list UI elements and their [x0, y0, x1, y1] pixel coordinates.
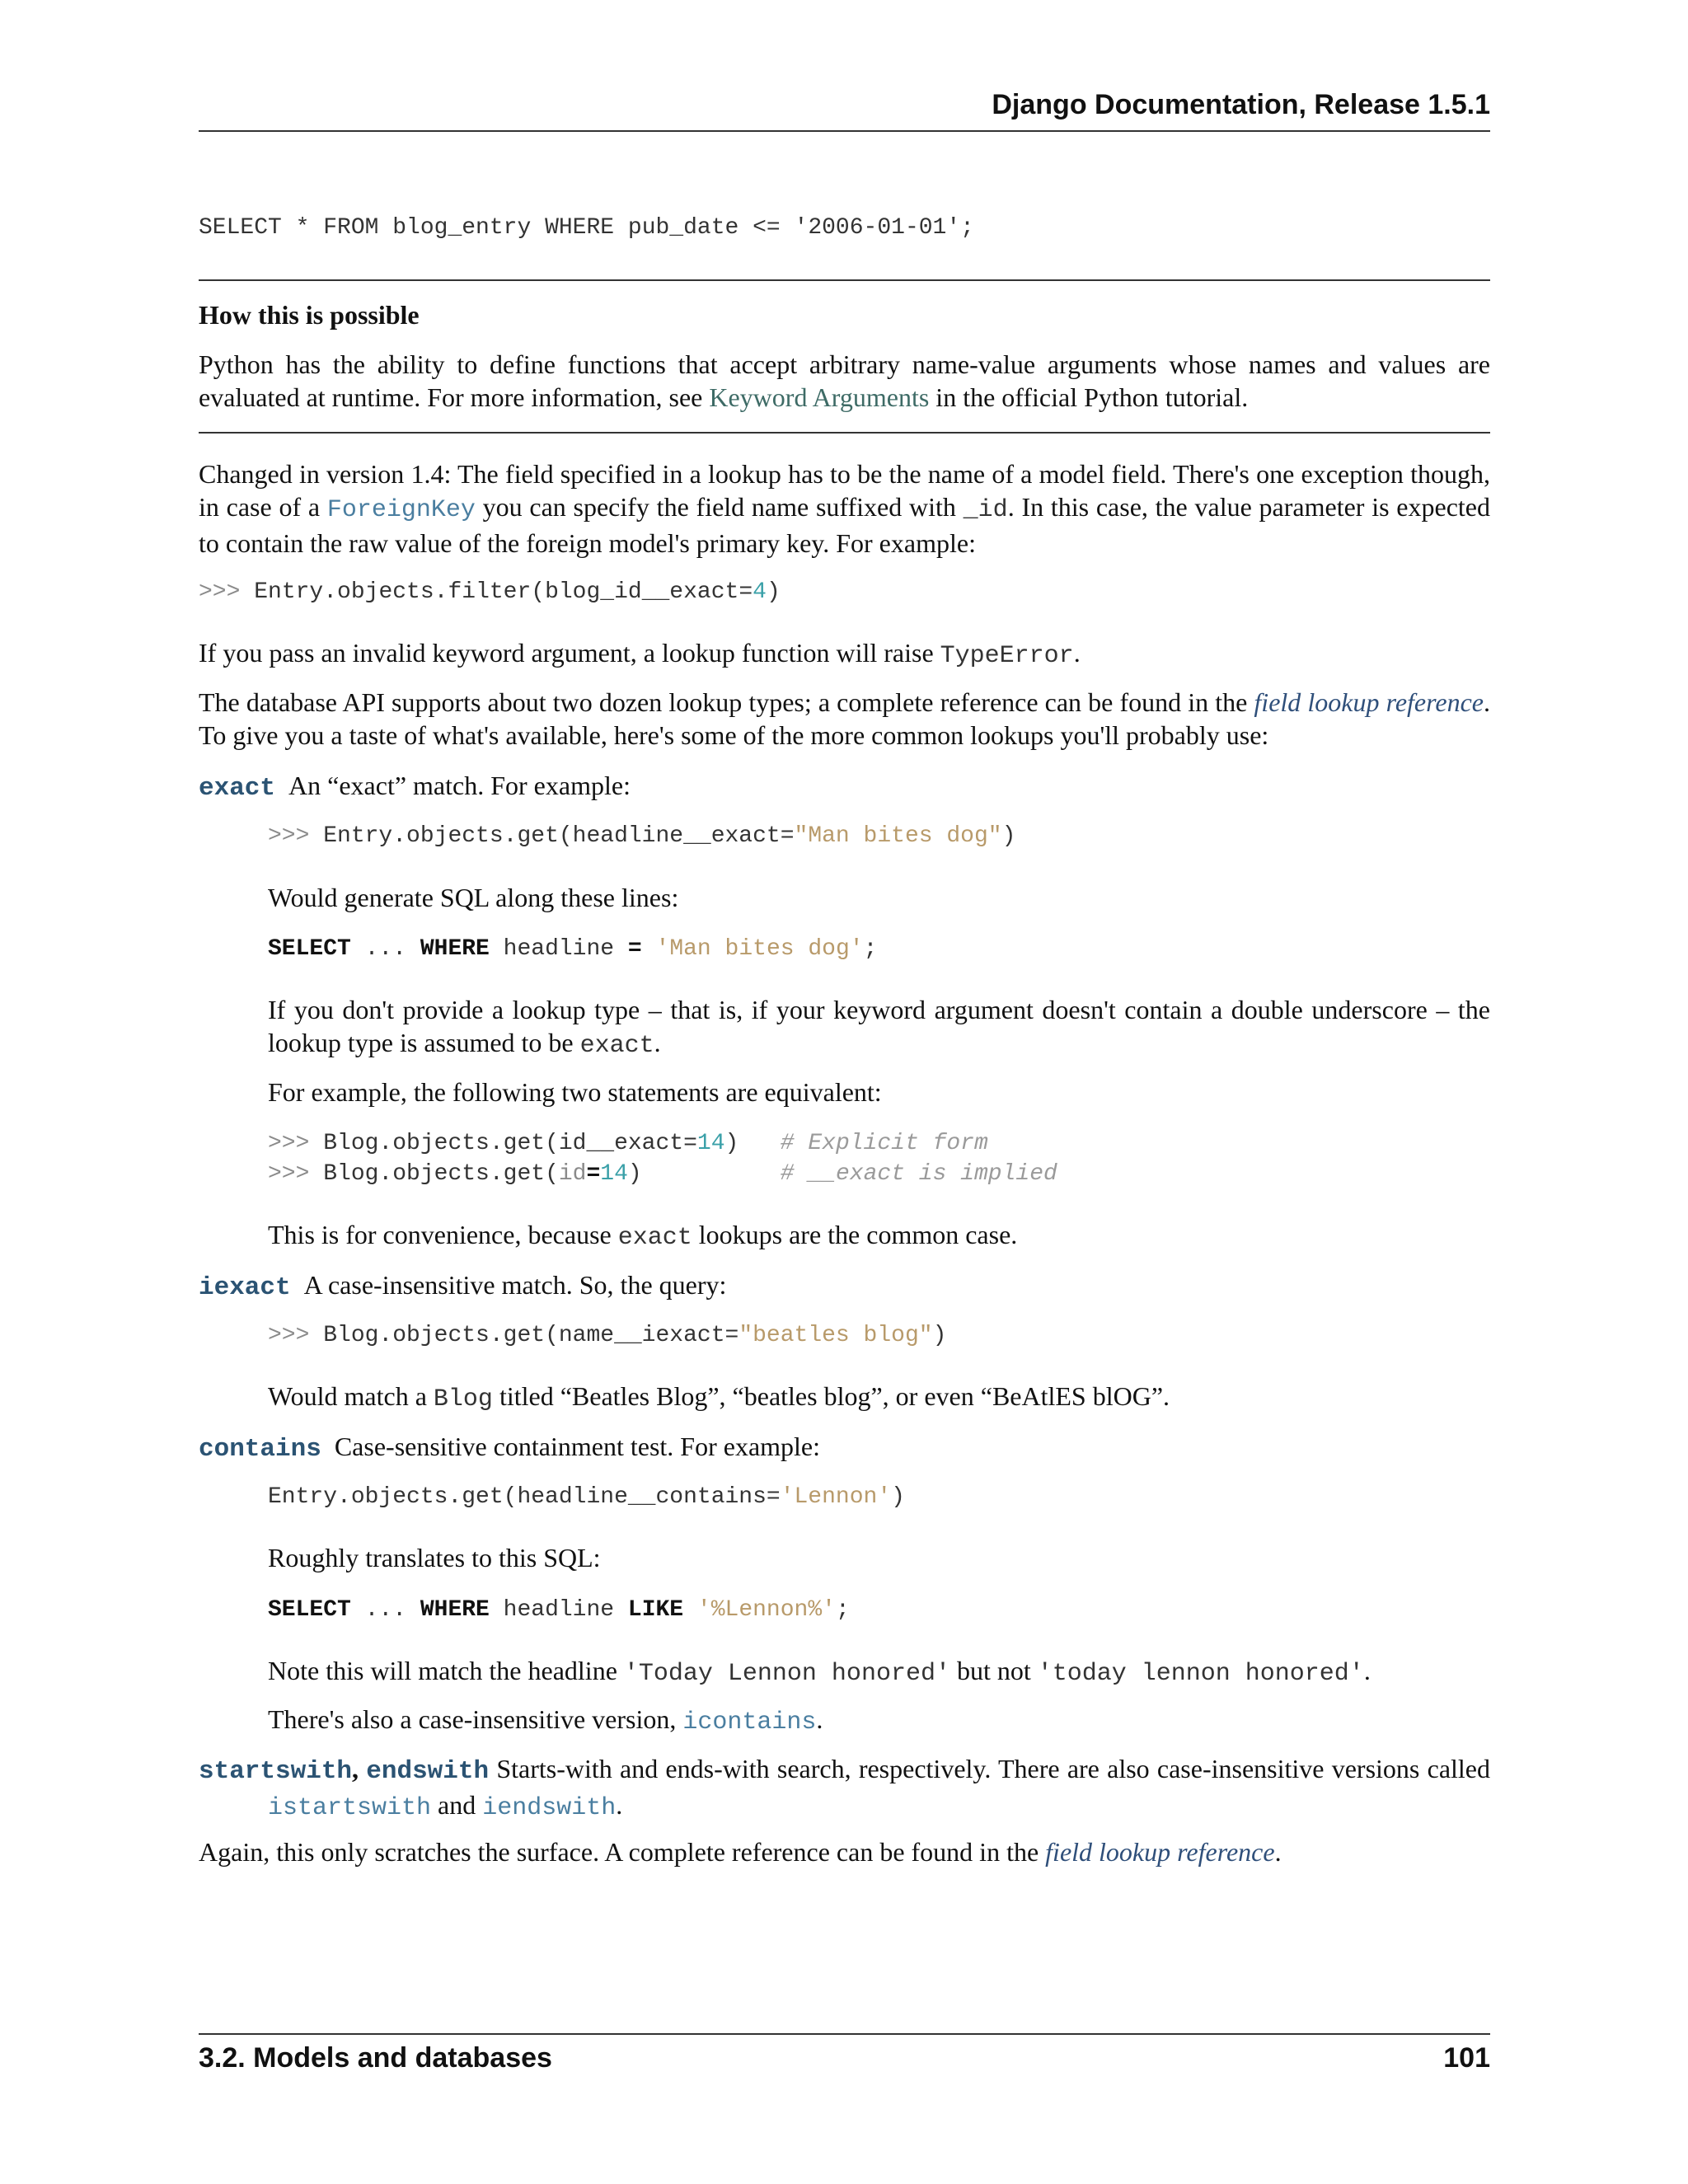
- exact-code-implied: >>> Blog.objects.get(id=14) # __exact is implied: [268, 1161, 1057, 1187]
- invalid-keyword-paragraph: If you pass an invalid keyword argument, a lookup function will raise TypeError.: [199, 638, 1081, 670]
- sidebar-text: Python has the ability to define functions that accept arbitrary name-value arguments whose names and values are evaluated at runtime. For more information, see Keyword Arguments in the official Python tutorial.: [199, 349, 1490, 412]
- sidebar-title: How this is possible: [199, 300, 420, 330]
- exact-definition: exact An “exact” match. For example:: [199, 771, 631, 803]
- page-number: 101: [1443, 2042, 1490, 2074]
- contains-definition: contains Case-sensitive containment test. For example:: [199, 1432, 821, 1464]
- contains-term: contains: [199, 1435, 321, 1464]
- endswith-term: endswith: [366, 1757, 490, 1786]
- iexact-code-example: >>> Blog.objects.get(name__iexact="beatles blog"): [268, 1323, 947, 1348]
- api-paragraph: The database API supports about two dozen lookup types; a complete reference can be found in the field lookup reference. To give you a taste of what's available, here's some of the more common lookups you'll probably use:: [199, 687, 1491, 750]
- exact-code-explicit: >>> Blog.objects.get(id__exact=14) # Explicit form: [268, 1131, 988, 1156]
- sidebar-bottom-rule: [199, 432, 1490, 434]
- exact-sql-intro: Would generate SQL along these lines:: [268, 883, 679, 912]
- foreignkey-link[interactable]: ForeignKey: [326, 496, 476, 524]
- exact-term: exact: [199, 774, 276, 803]
- istartswith-link[interactable]: istartswith: [268, 1794, 432, 1822]
- field-lookup-reference-link[interactable]: field lookup reference: [1254, 687, 1484, 717]
- icontains-link[interactable]: icontains: [682, 1708, 817, 1736]
- iendswith-link[interactable]: iendswith: [482, 1794, 617, 1822]
- sidebar-top-rule: [199, 279, 1490, 281]
- contains-ci-paragraph: There's also a case-insensitive version, icontains.: [268, 1704, 823, 1736]
- exact-convenience-paragraph: This is for convenience, because exact lookups are the common case.: [268, 1220, 1018, 1252]
- exact-sql-code: SELECT ... WHERE headline = 'Man bites dog';: [268, 936, 878, 962]
- exact-default-paragraph: If you don't provide a lookup type – that is, if your keyword argument doesn't contain a double underscore – the lookup type is assumed to be exact.: [268, 995, 1490, 1060]
- keyword-arguments-link[interactable]: Keyword Arguments: [709, 382, 930, 412]
- code-filter-example: >>> Entry.objects.filter(blog_id__exact=4): [199, 579, 781, 605]
- sql-code-block: SELECT * FROM blog_entry WHERE pub_date <= '2006-01-01';: [199, 215, 974, 241]
- iexact-term: iexact: [199, 1273, 291, 1302]
- startswith-term: startswith: [199, 1757, 353, 1786]
- again-paragraph: Again, this only scratches the surface. A complete reference can be found in the field lookup reference.: [199, 1837, 1282, 1867]
- exact-code-example: >>> Entry.objects.get(headline__exact="Man bites dog"): [268, 823, 1016, 849]
- exact-equivalent-intro: For example, the following two statements are equivalent:: [268, 1077, 882, 1107]
- contains-sql-intro: Roughly translates to this SQL:: [268, 1543, 601, 1572]
- version-changed-note: Changed in version 1.4: The field specified in a lookup has to be the name of a model field. There's one exception though, in case of a ForeignKey you can specify the field name suffixed with _id. In this case, the value parameter is expected to contain the raw value of the foreign model's primary key. For example:: [199, 459, 1491, 558]
- document-page: [199, 0, 1490, 2184]
- field-lookup-reference-link-2[interactable]: field lookup reference: [1045, 1837, 1275, 1867]
- contains-sql-code: SELECT ... WHERE headline LIKE '%Lennon%';: [268, 1597, 850, 1623]
- contains-code-example: Entry.objects.get(headline__contains='Lennon'): [268, 1484, 905, 1510]
- iexact-definition: iexact A case-insensitive match. So, the query:: [199, 1270, 727, 1302]
- footer-rule: [199, 2033, 1490, 2035]
- header-rule: [199, 130, 1490, 132]
- startswith-definition: startswith, endswith Starts-with and ends-with search, respectively. There are also case-insensitive versions called istartswith and iendswith.: [199, 1754, 1491, 1822]
- running-header: Django Documentation, Release 1.5.1: [992, 89, 1490, 120]
- iexact-match-paragraph: Would match a Blog titled “Beatles Blog”, “beatles blog”, or even “BeAtlES blOG”.: [268, 1381, 1170, 1413]
- footer-section-title: 3.2. Models and databases: [199, 2042, 552, 2074]
- contains-note-paragraph: Note this will match the headline 'Today Lennon honored' but not 'today lennon honored'.: [268, 1656, 1371, 1688]
